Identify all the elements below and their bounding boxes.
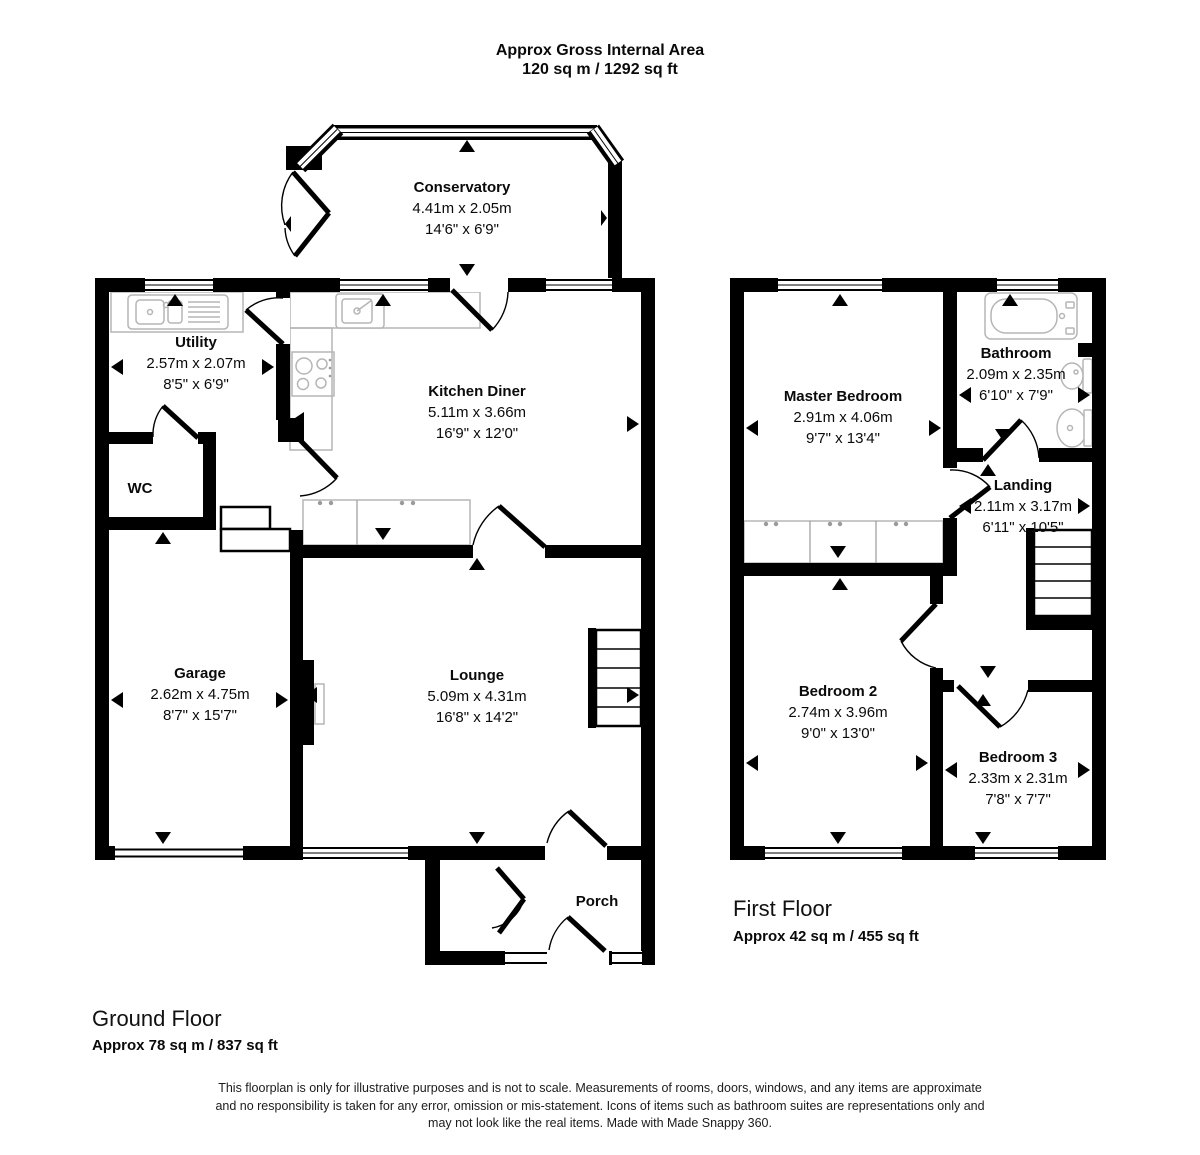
measure-arrow [980,666,996,678]
room-imperial: 9'7" x 13'4" [806,430,880,447]
room-metric: 5.11m x 3.66m [427,404,527,421]
chimney-breast [290,660,314,745]
measure-arrow [375,528,391,540]
room-name: Bathroom [980,345,1052,362]
conservatory-patio-door [282,172,329,256]
sink-icon [336,294,384,328]
room-imperial: 8'5" x 6'9" [163,376,229,393]
kitchen-lounge-counter [303,500,470,545]
conservatory-door-opening [450,278,508,292]
porch-window-right [612,951,642,965]
porch-front-door-opening [547,951,609,965]
room-imperial: 14'6" x 6'9" [425,221,499,238]
disclaimer-line-2: and no responsibility is taken for any error, omission or mis-statement. Icons of items such as bathroom suites are representations only and [215,1099,985,1113]
wall [1026,616,1106,630]
wall [730,563,957,576]
bedroom2-door-opening [930,604,943,668]
room-metric: 2.09m x 2.35m [966,366,1066,383]
measure-arrow [111,359,123,375]
room-metric: 4.41m x 2.05m [412,200,512,217]
room-name: Garage [174,665,226,682]
room-name: Landing [993,477,1053,494]
room-name: Utility [175,334,217,351]
gross-area-value: 120 sq m / 1292 sq ft [522,61,678,78]
measure-arrow [746,420,758,436]
wall [1078,343,1092,357]
master-wardrobe [744,521,943,563]
bedroom2-window [765,846,902,860]
toilet-icon [1061,359,1092,393]
wall [95,278,109,860]
measure-arrow [469,558,485,570]
wall [608,158,622,278]
room-name: Bedroom 2 [798,683,878,700]
measure-arrow [262,359,274,375]
utility-window [145,278,213,292]
kitchen-window [340,278,428,292]
measure-arrow [830,546,846,558]
disclaimer-line-3: may not look like the real items. Made with Made Snappy 360. [428,1116,772,1130]
room-name: Conservatory [413,179,511,196]
measure-arrow [980,464,996,476]
room-name: Bedroom 3 [978,749,1058,766]
room-metric: 2.11m x 3.17m [973,498,1073,515]
measure-arrow [155,832,171,844]
wall [290,545,473,558]
porch-inner-door [492,868,524,933]
master-window [778,278,882,292]
room-imperial: 6'11" x 10'5" [982,519,1064,536]
wall [1092,278,1106,860]
kitchen-lounge-door [473,506,545,547]
stairs-icon [1034,530,1092,616]
wall [95,517,208,530]
wall [243,846,270,860]
wall [425,846,440,965]
first-floor-area: Approx 42 sq m / 455 sq ft [733,928,919,945]
measure-arrow [1078,762,1090,778]
hall-steps [221,507,290,551]
room-imperial: 6'10" x 7'9" [979,387,1053,404]
stairs-icon [588,628,641,728]
room-metric: 2.74m x 3.96m [788,704,888,721]
bathroom-window [997,278,1058,292]
room-name: WC [127,480,153,497]
room-metric: 2.33m x 2.31m [968,770,1068,787]
first-floor-title: First Floor [733,896,832,921]
lounge-window [303,846,408,860]
kitchen-window-2 [546,278,612,292]
porch-lounge-opening [545,846,607,860]
measure-arrow [627,416,639,432]
disclaimer-line-1: This floorplan is only for illustrative purposes and is not to scale. Measurements of rooms, doors, windows, and any items are approximate [218,1081,982,1095]
measure-arrow [959,387,971,403]
room-name: Lounge [449,667,505,684]
bedroom3-window [975,846,1058,860]
hob-icon [292,352,334,396]
room-imperial: 8'7" x 15'7" [163,707,237,724]
measure-arrow [975,832,991,844]
conservatory-window-band [300,125,618,167]
wall [95,432,153,444]
porch-window-left [505,951,547,965]
measure-arrow [830,832,846,844]
wall [641,846,655,965]
measure-arrow [746,755,758,771]
ground-floor-title: Ground Floor [92,1006,222,1031]
room-imperial: 7'8" x 7'7" [985,791,1051,808]
measure-arrow [1078,498,1090,514]
measure-arrow [832,578,848,590]
ground-floor-walls [95,125,655,965]
measure-arrow [276,692,288,708]
measure-arrow [916,755,928,771]
measure-arrow [929,420,941,436]
room-imperial: 16'8" x 14'2" [435,709,519,726]
room-imperial: 9'0" x 13'0" [801,725,875,742]
bath-icon [985,293,1077,339]
wall [943,292,957,468]
room-metric: 2.91m x 4.06m [793,409,893,426]
room-metric: 5.09m x 4.31m [427,688,527,705]
measure-arrow [111,692,123,708]
bedroom3-door [958,686,1028,727]
ground-floor-area: Approx 78 sq m / 837 sq ft [92,1037,278,1054]
room-name: Kitchen Diner [428,383,526,400]
wall [545,545,655,558]
room-imperial: 16'9" x 12'0" [435,425,519,442]
room-metric: 2.57m x 2.07m [146,355,246,372]
measure-arrow [975,694,991,706]
measure-arrow [155,532,171,544]
measure-arrow [285,216,291,232]
measure-arrow [601,210,607,226]
room-name: Master Bedroom [783,388,903,405]
wall [641,278,655,860]
wall [198,432,216,444]
basin-icon [1057,409,1092,447]
measure-arrows [111,140,1090,844]
room-name: Porch [575,893,619,910]
measure-arrow [459,140,475,152]
measure-arrow [832,294,848,306]
porch-front-door [549,917,605,951]
room-metric: 2.62m x 4.75m [150,686,250,703]
measure-arrow [459,264,475,276]
gross-area-title: Approx Gross Internal Area [495,42,705,59]
wall [95,846,115,860]
measure-arrow [469,832,485,844]
lounge-porch-door [547,811,606,846]
measure-arrow [945,762,957,778]
